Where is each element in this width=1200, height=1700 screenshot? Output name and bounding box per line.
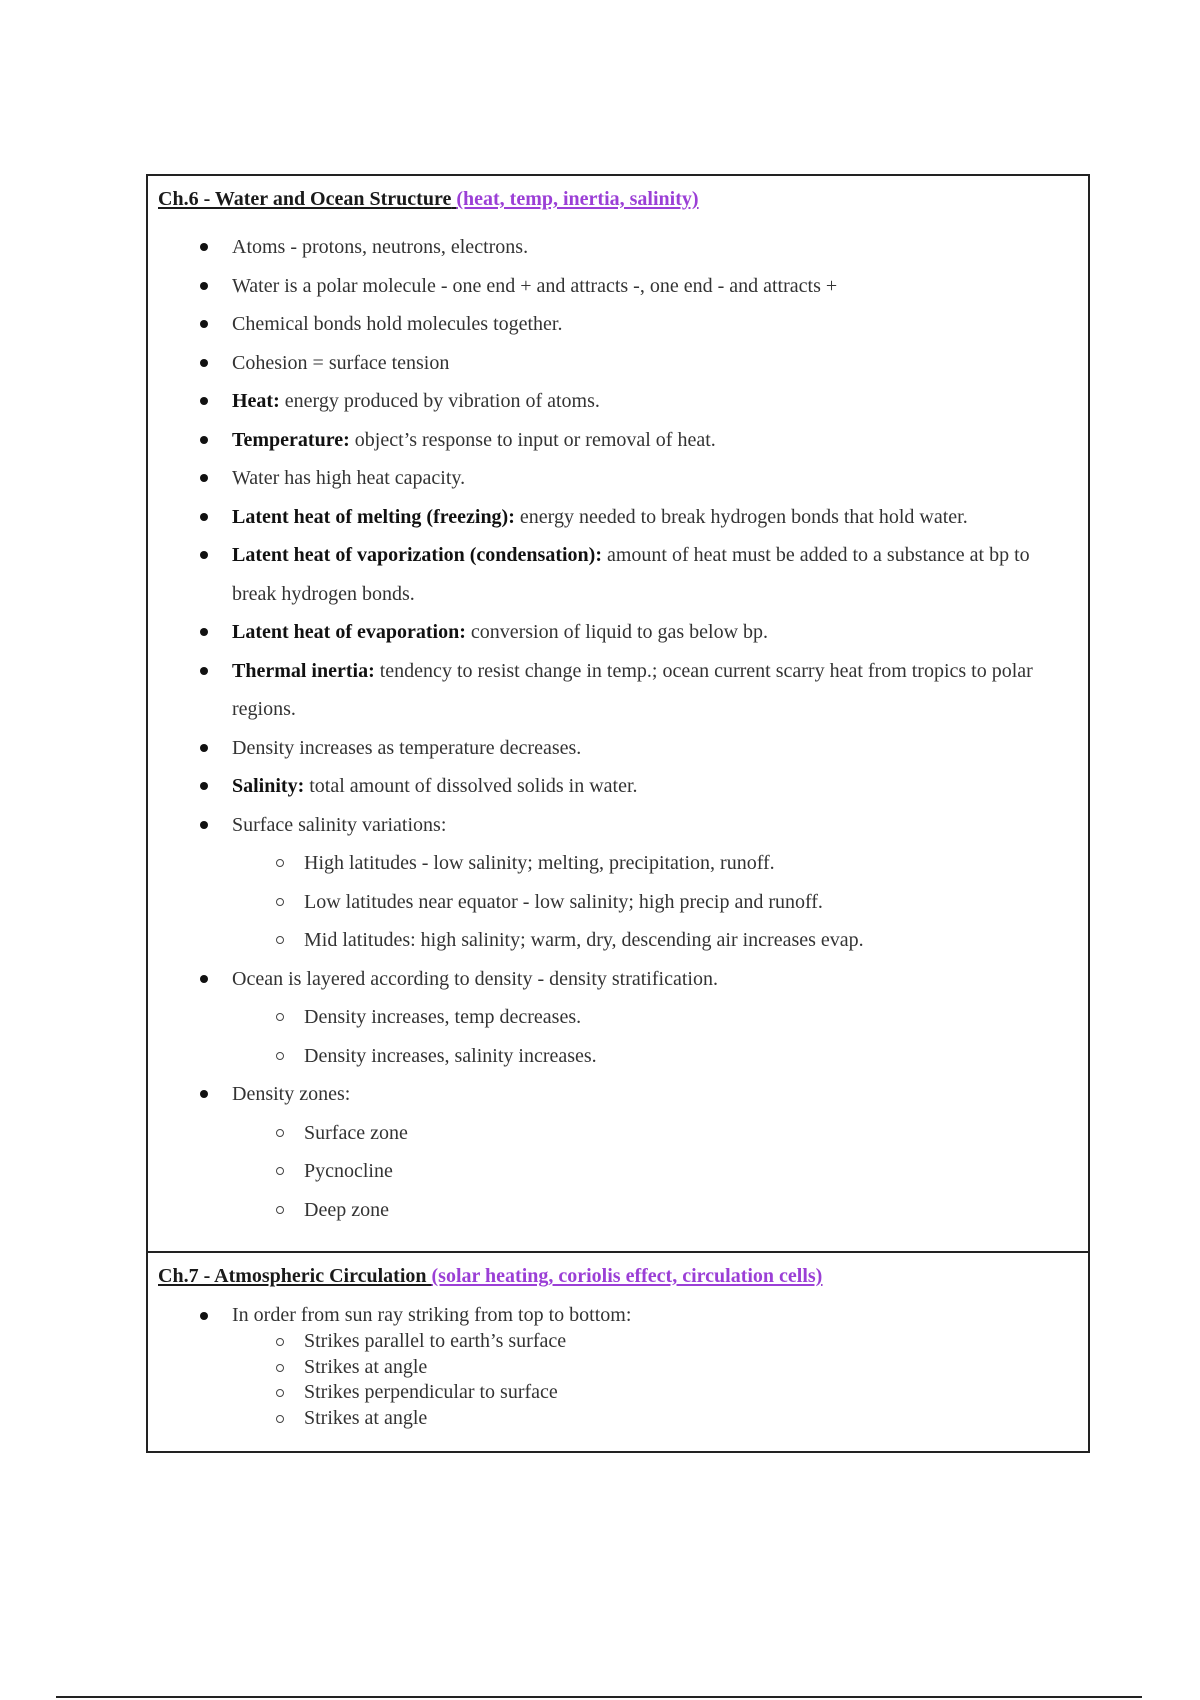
sub-list-item: Density increases, salinity increases. [232,1037,1072,1076]
list-item [158,806,1088,960]
definition: Surface salinity variations: [232,813,447,836]
term: Temperature: [232,428,350,451]
list-item [158,228,1088,267]
list-item [158,305,1088,344]
section-title [158,1263,1088,1289]
section-title [158,186,1088,212]
bullet-list [158,228,1088,1229]
definition: object’s response to input or removal of heat. [349,428,716,451]
term: Latent heat of evaporation: [232,621,466,643]
list-item [158,536,1088,613]
sub-list [232,1329,1072,1431]
sub-list-item: Mid latitudes: high salinity; warm, dry, descending air increases evap. [232,921,1072,960]
definition: Ocean is layered according to density - density stratification. [232,967,718,990]
sub-list-item: Strikes parallel to earth’s surface [232,1329,1072,1355]
definition: conversion of liquid to gas below bp. [465,621,769,643]
sub-list-item: Pycnocline [232,1152,1072,1191]
section-heading: Ch.7 - Atmospheric Circulation [158,1265,427,1287]
definition: total amount of dissolved solids in water. [304,775,638,797]
definition: Chemical bonds hold molecules together. [232,313,563,335]
sub-list [232,1114,1072,1230]
sub-list [232,998,1072,1075]
list-item [158,652,1088,729]
term: Latent heat of melting (freezing): [232,505,515,528]
definition: Density increases as temperature decreases. [232,736,582,759]
bullet-list [158,1301,1088,1431]
list-item [158,498,1088,537]
list-item [158,1075,1088,1229]
list-item [158,1301,1088,1431]
sub-list-item: Deep zone [232,1191,1072,1230]
list-item [158,960,1088,1076]
section-tags: (solar heating, coriolis effect, circulation cells) [431,1265,823,1287]
sub-list-item: Strikes perpendicular to surface [232,1380,1072,1406]
definition: tendency to resist change in temp.; ocean current scarry heat from tropics to polar regions. [232,659,1033,720]
list-item [158,267,1088,306]
section-ch6 [148,176,1088,1251]
definition: In order from sun ray striking from top to bottom: [232,1304,632,1326]
list-item [158,767,1088,806]
list-item [158,613,1088,652]
term: Heat: [232,390,280,412]
footer-divider [56,1696,1142,1698]
definition: energy needed to break hydrogen bonds that hold water. [514,505,968,528]
section-ch7 [148,1251,1088,1451]
sub-list [232,844,1072,960]
definition: Cohesion = surface tension [232,351,450,374]
definition: Density zones: [232,1083,351,1105]
definition: Atoms - protons, neutrons, electrons. [232,236,529,258]
list-item [158,382,1088,421]
sub-list-item: Density increases, temp decreases. [232,998,1072,1037]
list-item [158,459,1088,498]
list-item [158,729,1088,768]
notes-table [146,174,1090,1453]
term: Salinity: [232,775,305,797]
sub-list-item: Surface zone [232,1114,1072,1153]
list-item [158,421,1088,460]
definition: energy produced by vibration of atoms. [279,390,600,412]
list-item [158,344,1088,383]
sub-list-item: Low latitudes near equator - low salinity; high precip and runoff. [232,883,1072,922]
sub-list-item: Strikes at angle [232,1406,1072,1432]
term: Latent heat of vaporization (condensation): [232,544,602,566]
sub-list-item: Strikes at angle [232,1355,1072,1381]
sub-list-item: High latitudes - low salinity; melting, precipitation, runoff. [232,844,1072,883]
definition: Water has high heat capacity. [232,467,466,489]
section-heading: Ch.6 - Water and Ocean Structure [158,188,452,210]
definition: amount of heat must be added to a substance at bp to break hydrogen bonds. [232,544,1030,605]
term: Thermal inertia: [232,659,375,682]
section-tags: (heat, temp, inertia, salinity) [456,188,699,210]
definition: Water is a polar molecule - one end + and attracts -, one end - and attracts + [232,274,838,297]
